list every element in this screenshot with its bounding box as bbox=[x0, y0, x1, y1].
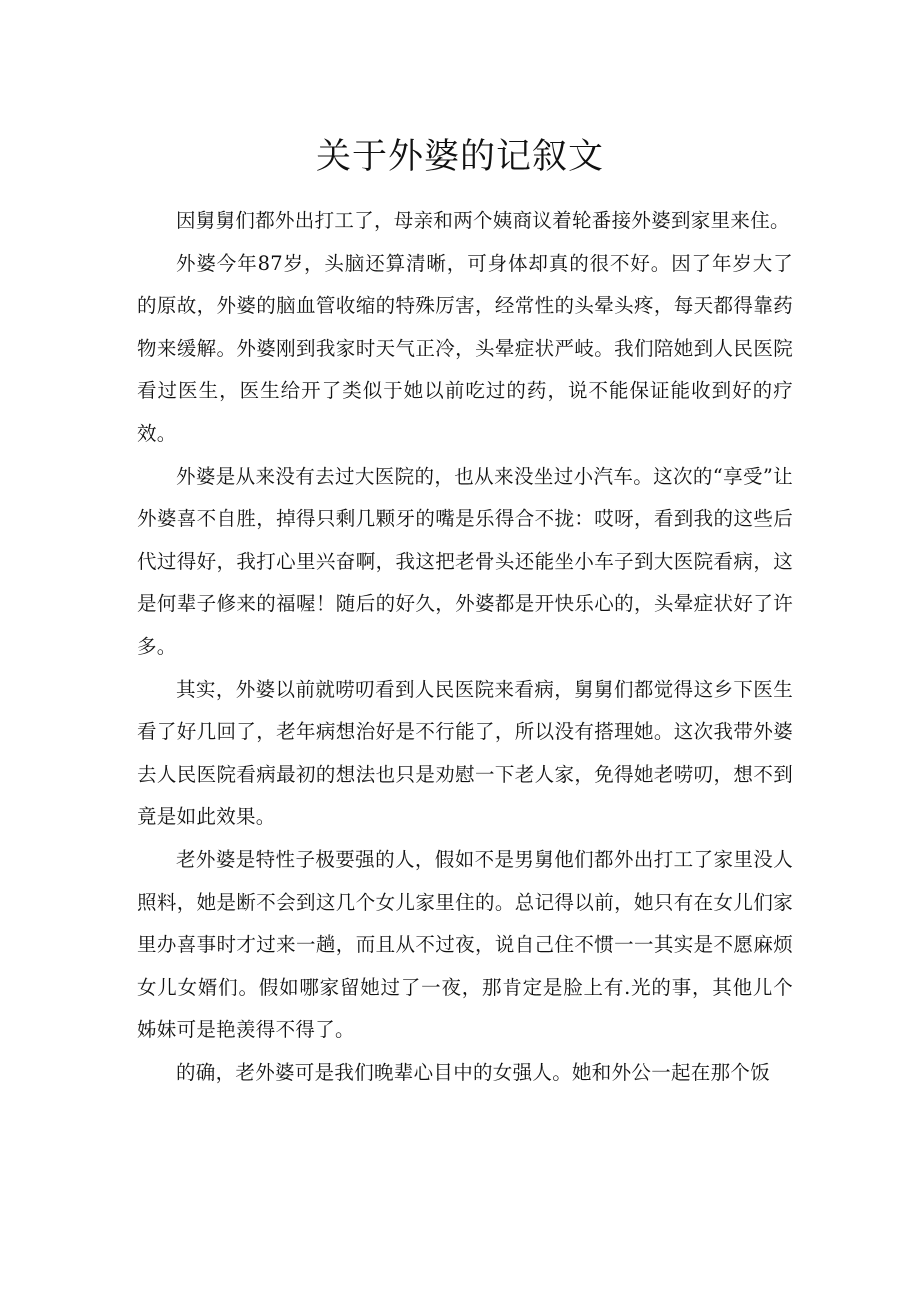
paragraph: 的确，老外婆可是我们晚辈心目中的女强人。她和外公一起在那个饭 bbox=[176, 1060, 771, 1084]
paragraph: 老外婆是特性子极要强的人，假如不是男舅他们都外出打工了家里没人照料，她是断不会到这几个女儿家里住的。总记得以前，她只有在女儿们家里办喜事时才过来一趟，而且从不过夜，说自己住不惯一一其实是不愿麻烦女儿女婿们。假如哪家留她过了一夜，那肯定是脸上有.光的事，其他儿个姊妹可是艳羡得不得了。 bbox=[137, 847, 793, 1042]
document-title: 关于外婆的记叙文 bbox=[315, 137, 604, 177]
paragraph: 外婆是从来没有去过大医院的，也从来没坐过小汽车。这次的“享受”让外婆喜不自胜，掉得只剩几颗牙的嘴是乐得合不拢：哎呀，看到我的这些后代过得好，我打心里兴奋啊，我这把老骨头还能坐小车子到大医院看病，这是何辈子修来的福喔！随后的好久，外婆都是开快乐心的，头晕症状好了许多。 bbox=[137, 464, 793, 658]
paragraph: 因舅舅们都外出打工了，母亲和两个姨商议着轮番接外婆到家里来住。 bbox=[176, 209, 790, 232]
paragraph: 外婆今年87岁，头脑还算清晰，可身体却真的很不好。因了年岁大了的原故，外婆的脑血管收缩的特殊厉害，经常性的头晕头疼，每天都得靠药物来缓解。外婆刚到我家时天气正冷，头晕症状严岐。我们陪她到人民医院看过医生，医生给开了类似于她以前吃过的药，说不能保证能收到好的疗效。 bbox=[137, 251, 793, 445]
document-body bbox=[137, 200, 793, 1094]
paragraph: 其实，外婆以前就唠叨看到人民医院来看病，舅舅们都觉得这乡下医生看了好几回了，老年病想治好是不行能了，所以没有搭理她。这次我带外婆去人民医院看病最初的想法也只是劝慰一下老人家，免得她老唠叨，想不到竟是如此效果。 bbox=[137, 677, 793, 829]
